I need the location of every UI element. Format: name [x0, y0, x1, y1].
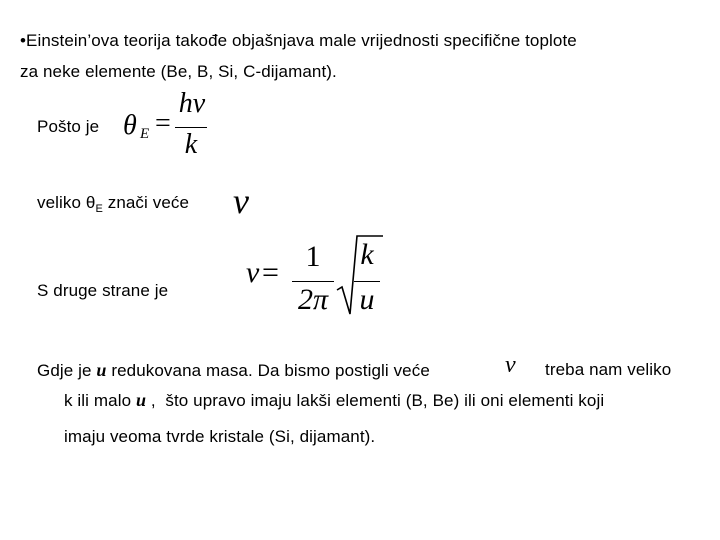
- conclusion-part-3: treba nam veliko: [545, 360, 672, 379]
- large-theta-label: [37, 193, 189, 213]
- nu-symbol: v: [233, 181, 249, 221]
- other-label: S druge strane je: [37, 281, 169, 300]
- since-label: Pošto je: [37, 117, 100, 136]
- one-numerator: 1: [305, 240, 321, 273]
- u-symbol-2: u: [135, 390, 147, 410]
- conclusion-part-1: Gdje je: [37, 361, 97, 380]
- large-label-subscript: E: [95, 203, 103, 215]
- nu-lhs: v: [246, 256, 260, 289]
- conclusion-line-2: [64, 390, 604, 411]
- conclusion-part-2: redukovana masa. Da bismo postigli veće: [106, 361, 430, 380]
- two-pi-denominator: 2π: [297, 283, 329, 316]
- conclusion-line-1: [37, 360, 430, 381]
- conclusion-part-4: k ili malo: [64, 391, 136, 410]
- u-symbol-1: u: [96, 360, 107, 380]
- large-label-prefix: veliko θ: [37, 193, 96, 212]
- k-under-root: k: [360, 238, 374, 271]
- intro-line-1: •Einstein’ova teorija takođe objašnjava male vrijednosti specifične toplote: [20, 31, 577, 50]
- nu-inline-symbol: v: [505, 352, 516, 378]
- equals-sign-2: =: [262, 256, 279, 289]
- conclusion-line-3: imaju veoma tvrde kristale (Si, dijamant).: [64, 427, 376, 446]
- theta-subscript: E: [140, 126, 150, 142]
- large-label-suffix: znači veće: [102, 193, 190, 212]
- k-denominator: k: [184, 129, 198, 160]
- hv-numerator: hv: [178, 88, 206, 119]
- conclusion-part-5: , što upravo imaju lakši elementi (B, Be) ili oni elementi koji: [146, 391, 605, 410]
- equals-sign: =: [155, 108, 171, 139]
- u-under-root: u: [359, 283, 375, 316]
- intro-line-2: za neke elemente (Be, B, Si, C-dijamant).: [20, 62, 337, 81]
- theta-symbol: θ: [123, 110, 137, 141]
